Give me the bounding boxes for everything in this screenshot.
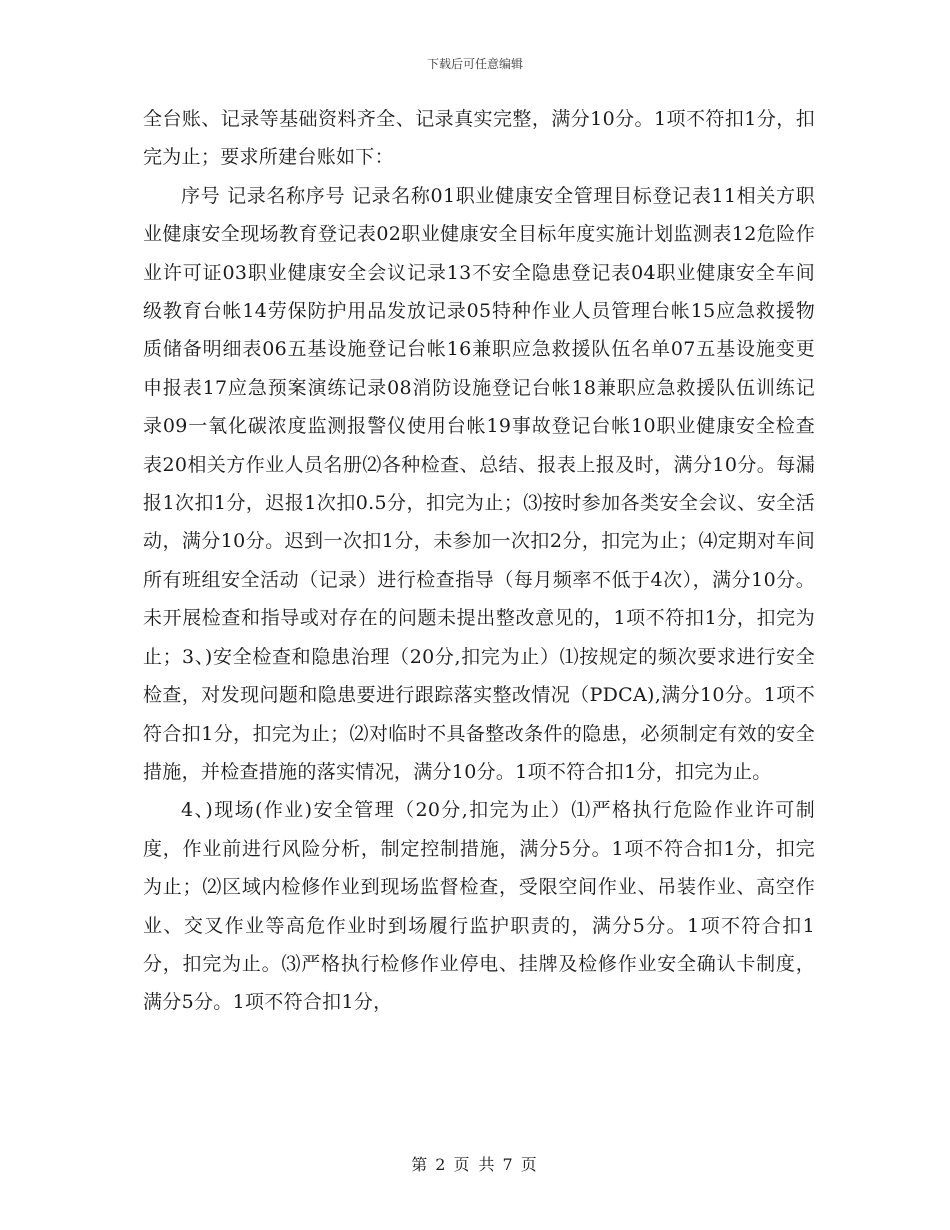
footer-middle: 页 共 [453, 1155, 497, 1174]
paragraph-1: 全台账、记录等基础资料齐全、记录真实完整，满分10分。1项不符扣1分，扣完为止；要求所建台账如下： [143, 108, 815, 169]
page-header: 下载后可任意编辑 [426, 57, 523, 71]
footer-prefix: 第 [411, 1155, 430, 1174]
paragraph-3: 4、)现场(作业)安全管理（20分,扣完为止）⑴严格执行危险作业许可制度，作业前进行风险分析，制定控制措施，满分5分。1项不符合扣1分，扣完为止；⑵区域内检修作业到现场监督检查，受限空间作业、吊装作业、高空作业、交叉作业等高危作业时到场履行监护职责的，满分5分。1项不符合扣1分，扣完为止。⑶严格执行检修作业停电、挂牌及检修作业安全确认卡制度，满分5分。1项不符合扣1分， [143, 799, 815, 1014]
footer-total-pages: 7 [502, 1155, 515, 1174]
paragraph-2: 序号 记录名称序号 记录名称01职业健康安全管理目标登记表11相关方职业健康安全现场教育登记表02职业健康安全目标年度实施计划监测表12危险作业许可证03职业健康安全会议记录13不安全隐患登记表04职业健康安全车间级教育台帐14劳保防护用品发放记录05特种作业人员管理台帐15应急救援物质储备明细表06五基设施登记台帐16兼职应急救援队伍名单07五基设施变更申报表17应急预案演练记录08消防设施登记台帐18兼职应急救援队伍训练记录09一氧化碳浓度监测报警仪使用台帐19事故登记台帐10职业健康安全检查表20相关方作业人员名册⑵各种检查、总结、报表上报及时，满分10分。每漏报1次扣1分，迟报1次扣0.5分，扣完为止；⑶按时参加各类安全会议、安全活动，满分10分。迟到一次扣1分，未参加一次扣2分，扣完为止；⑷定期对车间所有班组安全活动（记录）进行检查指导（每月频率不低于4次），满分10分。未开展检查和指导或对存在的问题未提出整改意见的，1项不符扣1分，扣完为止；3、)安全检查和隐患治理（20分,扣完为止）⑴按规定的频次要求进行安全检查，对发现问题和隐患要进行跟踪落实整改情况（PDCA),满分10分。1项不符合扣1分，扣完为止；⑵对临时不具备整改条件的隐患，必须制定有效的安全措施，并检查措施的落实情况，满分10分。1项不符合扣1分，扣完为止。 [143, 184, 815, 783]
footer-page-number: 2 [435, 1155, 448, 1174]
footer-suffix: 页 [520, 1155, 539, 1174]
page-footer [0, 1152, 950, 1175]
document-body [143, 100, 815, 1022]
